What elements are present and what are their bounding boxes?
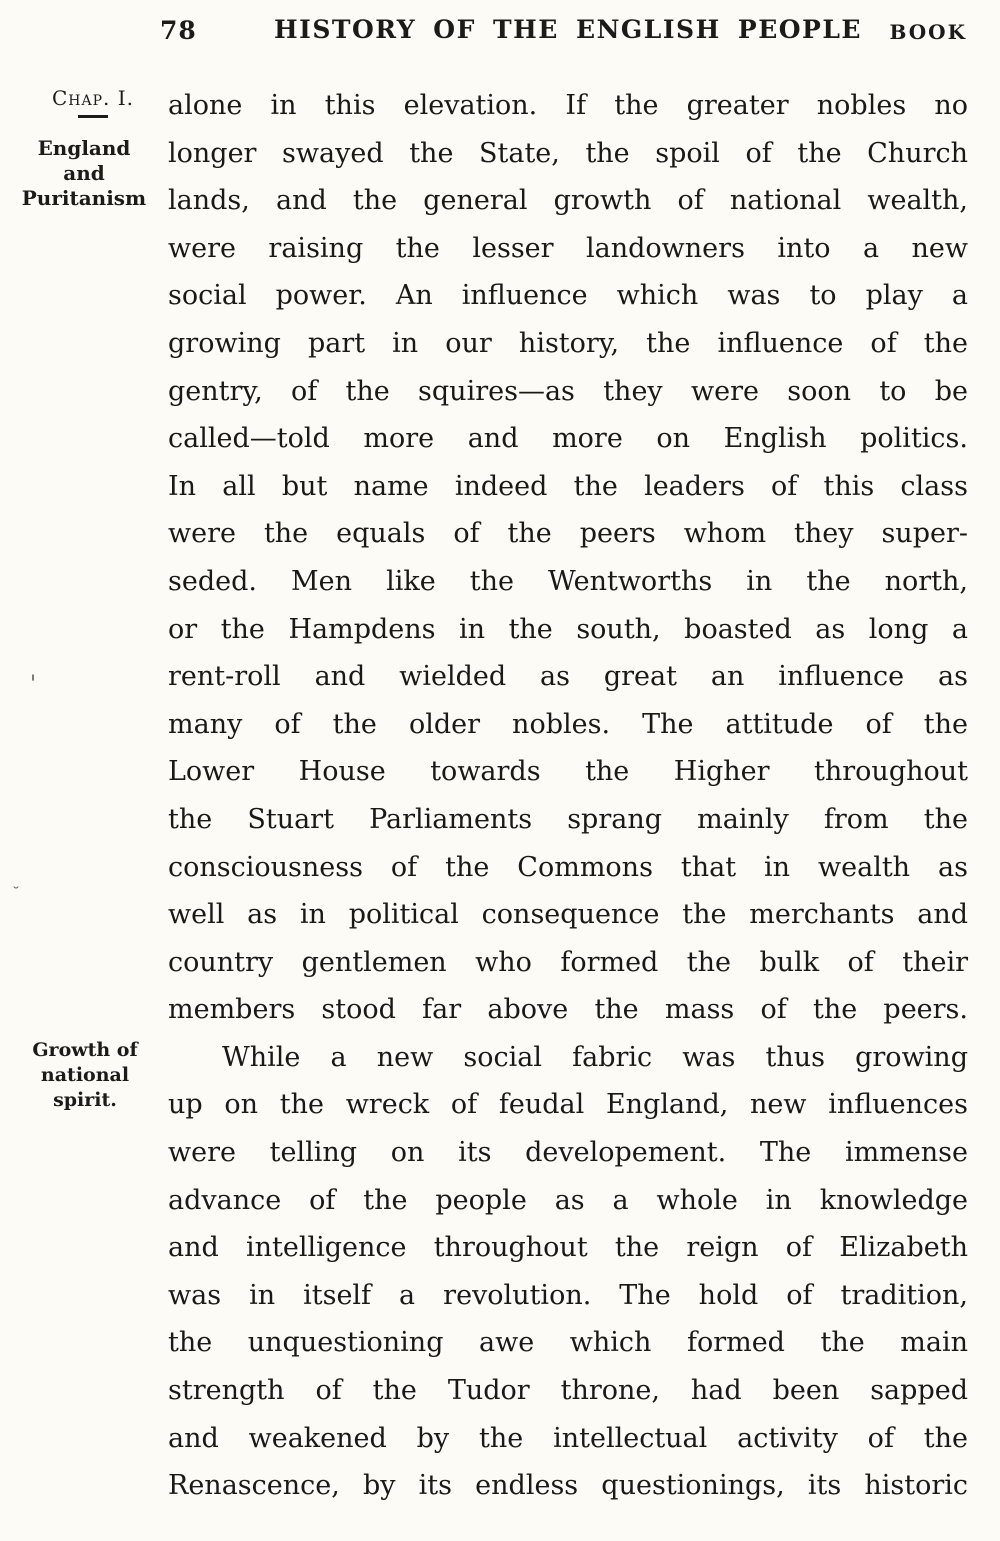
chapter-sidenote-label: Chap. I. xyxy=(51,86,134,110)
sidenote-line: Growth of xyxy=(32,1039,138,1061)
sidenote-england-and-puritanism xyxy=(8,136,160,211)
chapter-sidenote xyxy=(28,86,158,118)
body-line: was in itself a revolution. The hold of tradition, xyxy=(168,1279,968,1311)
body-line: advance of the people as a whole in knowledge xyxy=(168,1184,968,1216)
body-line: growing part in our history, the influence of the xyxy=(168,327,968,359)
body-line: social power. An influence which was to play a xyxy=(168,280,968,312)
scan-mark: ˘ xyxy=(12,884,20,903)
body-line: lands, and the general growth of national wealth, xyxy=(168,185,968,217)
sidenote-rule xyxy=(78,115,108,118)
body-line: Renascence, by its endless questionings, its historic xyxy=(168,1470,968,1502)
body-line: called—told more and more on English politics. xyxy=(168,423,968,455)
sidenote-line: and xyxy=(63,161,105,185)
body-line: members stood far above the mass of the peers. xyxy=(168,994,968,1026)
body-line: longer swayed the State, the spoil of the Church xyxy=(168,137,968,169)
sidenote-line: spirit. xyxy=(53,1089,117,1111)
body-text xyxy=(168,82,968,1510)
body-line: many of the older nobles. The attitude of the xyxy=(168,708,968,740)
body-line: alone in this elevation. If the greater nobles no xyxy=(168,90,968,121)
body-line: gentry, of the squires—as they were soon to be xyxy=(168,375,968,407)
body-line: well as in political consequence the merchants and xyxy=(168,899,968,931)
sidenote-growth-of-national-spirit xyxy=(12,1038,158,1113)
body-line: While a new social fabric was thus growing xyxy=(222,1041,968,1073)
page-header xyxy=(0,12,1000,56)
body-line: consciousness of the Commons that in wealth as xyxy=(168,851,968,883)
book-label: BOOK xyxy=(889,20,967,44)
body-line: and intelligence throughout the reign of Elizabeth xyxy=(168,1232,968,1264)
body-line: country gentlemen who formed the bulk of their xyxy=(168,946,968,978)
scan-mark: ' xyxy=(30,672,37,697)
body-line: the unquestioning awe which formed the main xyxy=(168,1327,968,1359)
body-line: were telling on its developement. The immense xyxy=(168,1137,968,1169)
body-line: up on the wreck of feudal England, new influences xyxy=(168,1089,968,1121)
body-line: and weakened by the intellectual activity of the xyxy=(168,1422,968,1454)
running-title: HISTORY OF THE ENGLISH PEOPLE xyxy=(274,15,862,44)
sidenote-line: national xyxy=(40,1064,130,1086)
body-line: Lower House towards the Higher throughout xyxy=(168,756,968,788)
page-number: 78 xyxy=(160,16,197,45)
body-line: were the equals of the peers whom they super- xyxy=(168,518,968,550)
body-line: In all but name indeed the leaders of this class xyxy=(168,470,968,502)
sidenote-line: Puritanism xyxy=(21,186,147,210)
body-line: strength of the Tudor throne, had been sapped xyxy=(168,1375,968,1407)
body-line: seded. Men like the Wentworths in the north, xyxy=(168,565,968,597)
body-line: the Stuart Parliaments sprang mainly from the xyxy=(168,803,968,835)
body-line: were raising the lesser landowners into a new xyxy=(168,232,968,264)
body-line: or the Hampdens in the south, boasted as long a xyxy=(168,613,968,645)
sidenote-line: England xyxy=(37,136,131,160)
body-line: rent-roll and wielded as great an influence as xyxy=(168,661,968,693)
